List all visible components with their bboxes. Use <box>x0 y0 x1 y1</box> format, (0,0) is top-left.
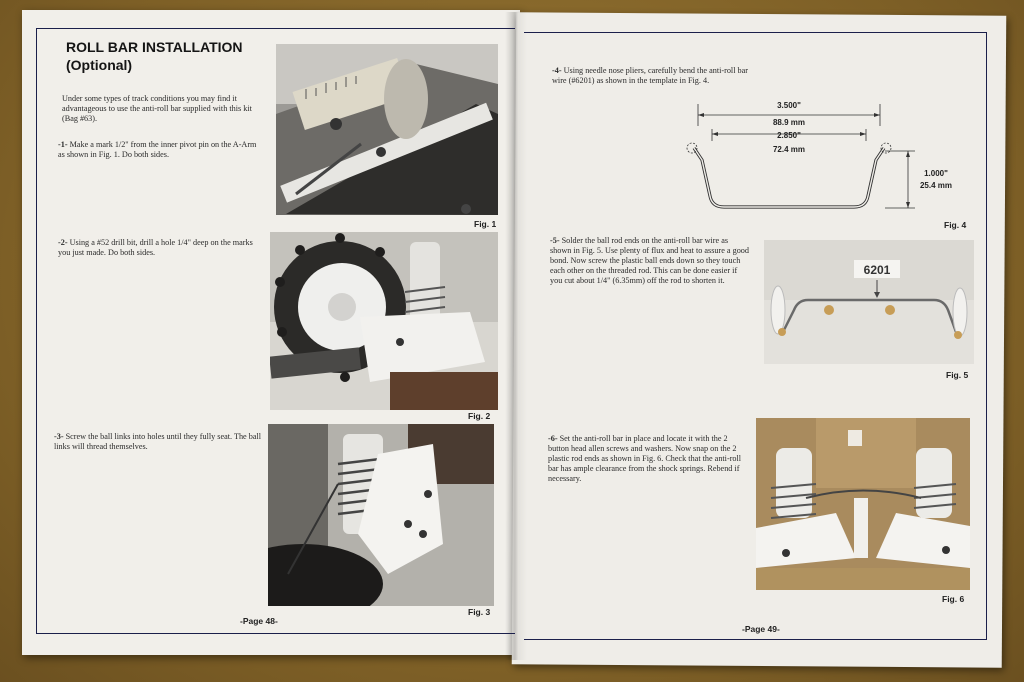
fig-6-label: Fig. 6 <box>942 594 965 604</box>
step-4 <box>552 66 750 86</box>
title-line-1: ROLL BAR INSTALLATION <box>66 39 243 55</box>
step-1-text: Make a mark 1/2" from the inner pivot pin on the A-Arm as shown in Fig. 1. Do both sides. <box>58 140 257 159</box>
step-3-text: Screw the ball links into holes until they fully seat. The ball links will thread themselves. <box>54 432 261 451</box>
fig-4-template-diagram <box>680 96 980 220</box>
fig-2-label: Fig. 2 <box>468 411 491 421</box>
page-number-left: -Page 48- <box>240 616 278 626</box>
page-number-right: -Page 49- <box>742 624 780 634</box>
title-line-2: (Optional) <box>66 57 133 73</box>
step-6 <box>548 434 750 484</box>
step-1-number: -1- <box>58 140 68 149</box>
step-4-text: Using needle nose pliers, carefully bend the anti-roll bar wire (#6201) as shown in the template in Fig. 4. <box>552 66 748 85</box>
fig-1-photo <box>276 44 498 215</box>
step-6-number: -6- <box>548 434 558 443</box>
step-4-number: -4- <box>552 66 562 75</box>
fig-3-photo <box>268 424 494 606</box>
step-5 <box>550 236 750 286</box>
fig-5-label: Fig. 5 <box>946 370 969 380</box>
dim-outer-mm: 88.9 mm <box>772 118 806 127</box>
fig-6-photo <box>756 418 970 590</box>
intro-paragraph: Under some types of track conditions you may find it advantageous to use the anti-roll bar supplied with this kit (Bag #63). <box>62 94 252 123</box>
step-5-text: Solder the ball rod ends on the anti-roll bar wire as shown in Fig. 5. Use plenty of flux and heat to assure a good bond. Now screw the plastic ball ends down so they touch each other on the threaded rod. This can be done easier if you cut about 1/4" (6.35mm) off the rod to shorten it. <box>550 236 749 285</box>
dim-outer-in: 3.500" <box>777 101 801 110</box>
fig-3-label: Fig. 3 <box>468 607 491 617</box>
part-number-label: 6201 <box>863 263 891 277</box>
dim-inner-in: 2.850" <box>777 131 801 140</box>
step-2-text: Using a #52 drill bit, drill a hole 1/4" deep on the marks you just made. Do both sides. <box>58 238 253 257</box>
step-2 <box>58 238 264 258</box>
dim-height-mm: 25.4 mm <box>919 181 953 190</box>
fig-4-label: Fig. 4 <box>944 220 967 230</box>
fig-2-photo <box>270 232 498 410</box>
fig-1-label: Fig. 1 <box>474 219 497 229</box>
step-1 <box>58 140 264 160</box>
fig-5-photo <box>764 240 974 364</box>
dim-height-in: 1.000" <box>924 169 948 178</box>
step-3-number: -3- <box>54 432 64 441</box>
step-5-number: -5- <box>550 236 560 245</box>
step-6-text: Set the anti-roll bar in place and locate it with the 2 button head allen screws and washers. Now snap on the 2 plastic rod ends as shown in Fig. 6. Check that the anti-roll bar has ample clearance from the shock springs. Rebend if necessary. <box>548 434 742 483</box>
step-2-number: -2- <box>58 238 68 247</box>
step-3 <box>54 432 264 452</box>
dim-inner-mm: 72.4 mm <box>772 145 806 154</box>
section-title <box>66 38 266 74</box>
